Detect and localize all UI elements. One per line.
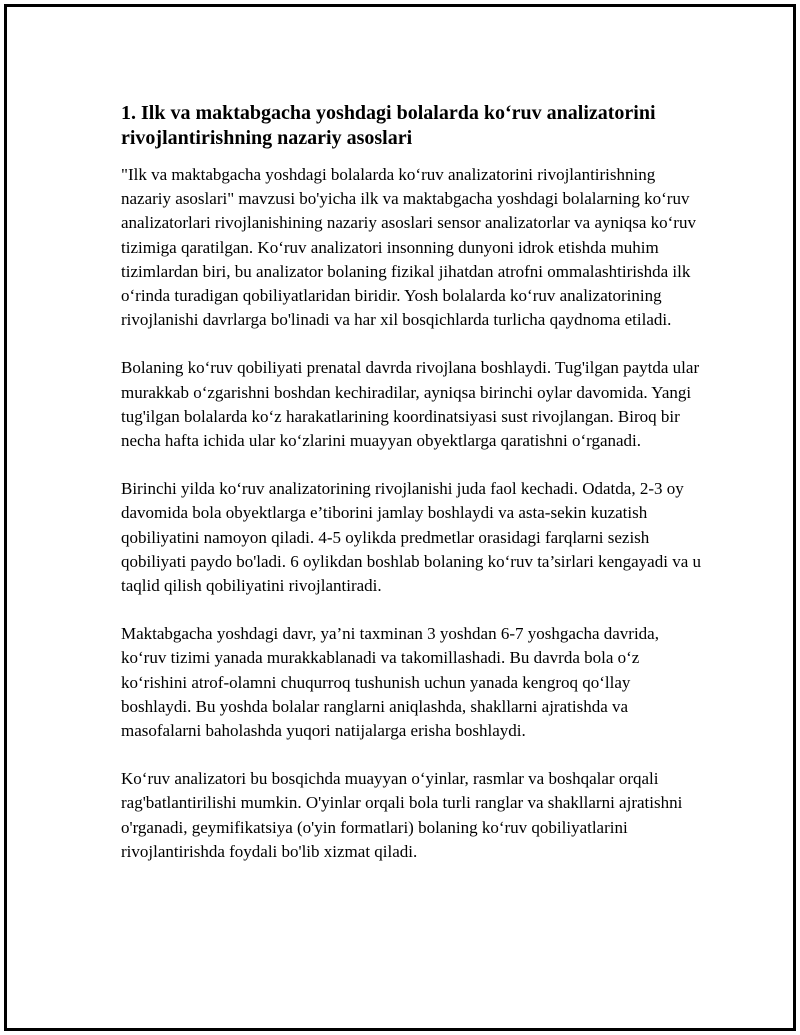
document-body xyxy=(121,101,701,888)
paragraph-3: Birinchi yilda ko‘ruv analizatorining rivojlanishi juda faol kechadi. Odatda, 2-3 oy davomida bola obyektlarga e’tiborini jamlay boshlaydi va asta-sekin kuzatish qobiliyatini namoyon qiladi. 4-5 oylikda predmetlar orasidagi farqlarni sezish qobiliyati paydo bo'ladi. 6 oylikdan boshlab bolaning ko‘ruv ta’sirlari kengayadi va u taqlid qilish qobiliyatini rivojlantiradi. xyxy=(121,479,702,596)
paragraph-5: Ko‘ruv analizatori bu bosqichda muayyan o‘yinlar, rasmlar va boshqalar orqali rag'batlantirilishi mumkin. O'yinlar orqali bola turli ranglar va shakllarni ajratishni o'rganadi, geymifikatsiya (o'yin formatlari) bolaning ko‘ruv qobiliyatlarini rivojlantirishda foydali bo'lib xizmat qiladi. xyxy=(121,769,683,861)
paragraph-1: "Ilk va maktabgacha yoshdagi bolalarda ko‘ruv analizatorini rivojlantirishning nazariy asoslari" mavzusi bo'yicha ilk va maktabgacha yoshdagi bolalarning ko‘ruv analizatorlari rivojlanishining nazariy asoslari sensor analizatorlar va ayniqsa ko‘ruv tizimiga qaratilgan. Ko‘ruv analizatori insonning dunyoni idrok etishda muhim tizimlardan biri, bu analizator bolaning fizikal jihatdan atrofni ommalashtirishda ilk o‘rinda turadigan qobiliyatlaridan biridir. Yosh bolalarda ko‘ruv analizatorining rivojlanishi davrlarga bo'linadi va har xil bosqichlarda turlicha qaydnoma etiladi. xyxy=(121,165,696,330)
paragraph-4: Maktabgacha yoshdagi davr, ya’ni taxminan 3 yoshdan 6-7 yoshgacha davrida, ko‘ruv tizimi yanada murakkablanadi va takomillashadi. Bu davrda bola o‘z ko‘rishini atrof-olamni chuqurroq tushunish uchun yanada kengroq qo‘llay boshlaydi. Bu yoshda bolalar ranglarni aniqlashda, shakllarni ajratishda va masofalarni baholashda yuqori natijalarga erisha boshlaydi. xyxy=(121,624,659,741)
page-frame xyxy=(4,4,796,1031)
paragraph-2: Bolaning ko‘ruv qobiliyati prenatal davrda rivojlana boshlaydi. Tug'ilgan paytda ular murakkab o‘zgarishni boshdan kechiradilar, ayniqsa birinchi oylar davomida. Yangi tug'ilgan bolalarda ko‘z harakatlarining koordinatsiyasi sust rivojlangan. Biroq bir necha hafta ichida ular ko‘zlarini muayyan obyektlarga qaratishni o‘rganadi. xyxy=(121,358,700,451)
section-heading: 1. Ilk va maktabgacha yoshdagi bolalarda ko‘ruv analizatorini rivojlantirishning nazariy asoslari xyxy=(121,102,656,149)
